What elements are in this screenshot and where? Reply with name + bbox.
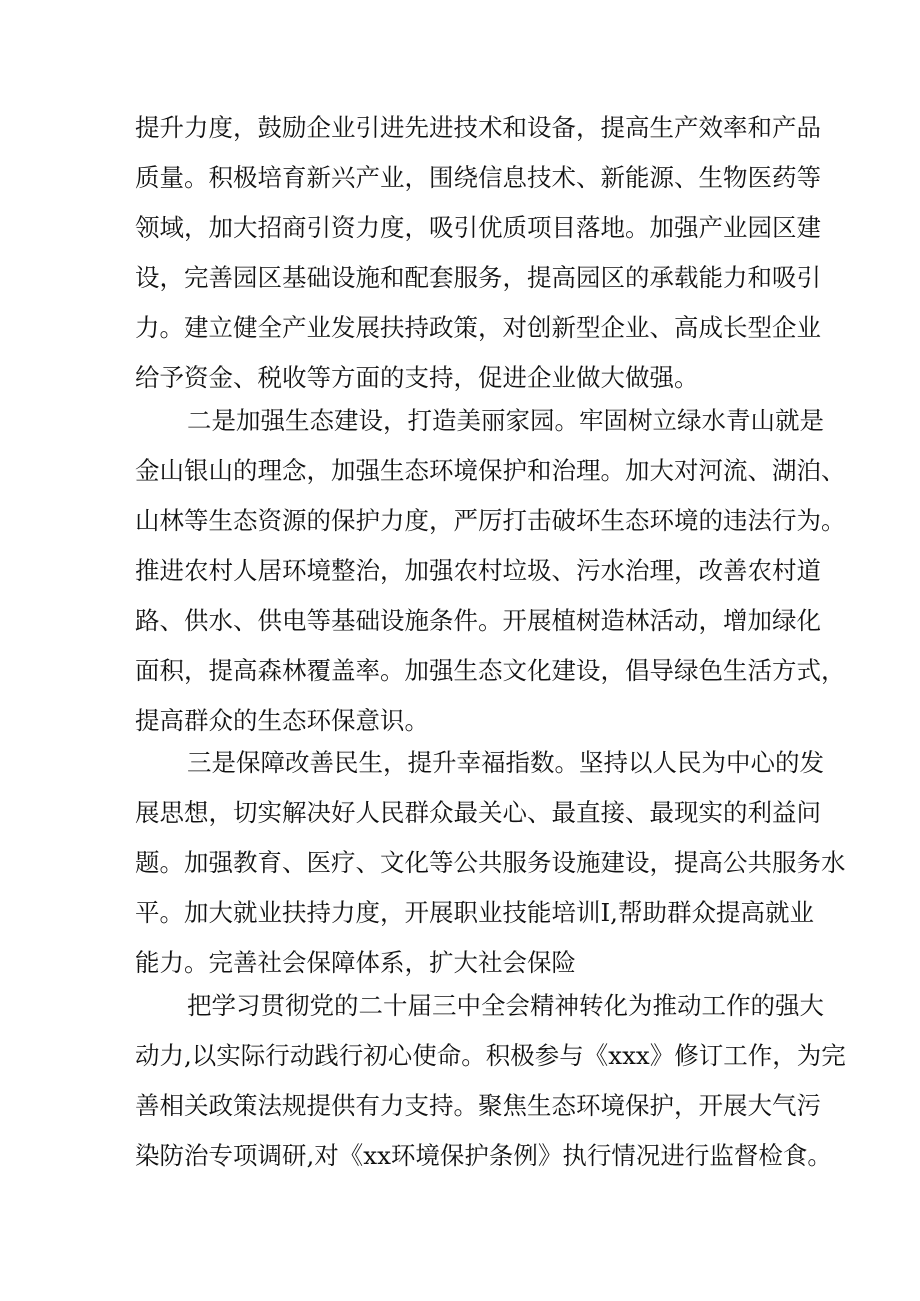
text-line: 面积，提高森林覆盖率。加强生态文化建设，倡导绿色生活方式，	[135, 656, 846, 685]
text-line: 提高群众的生态环保意识。	[135, 706, 429, 735]
text-line: 质量。积极培育新兴产业，围绕信息技术、新能源、生物医药等	[135, 163, 821, 192]
text-line: 路、供水、供电等基础设施条件。开展植树造林活动，增加绿化	[135, 606, 821, 635]
text-line: 给予资金、税收等方面的支持，促进企业做大做强。	[135, 363, 699, 392]
text-line: 山林等生态资源的保护力度，严厉打击破坏生态环境的违法行为。	[135, 506, 846, 535]
text-line: 善相关政策法规提供有力支持。聚焦生态环境保护，开展大气污	[135, 1091, 821, 1120]
text-line: 平。加大就业扶持力度，开展职业技能培训I,帮助群众提高就业	[135, 898, 814, 927]
text-line: 动力,以实际行动践行初心使命。积极参与《xxx》修订工作，为完	[135, 1041, 846, 1070]
text-line: 把学习贯彻党的二十届三中全会精神转化为推动工作的强大	[187, 991, 824, 1020]
text-line: 题。加强教育、医疗、文化等公共服务设施建设，提高公共服务水	[135, 848, 846, 877]
text-line: 展思想，切实解决好人民群众最关心、最直接、最现实的利益问	[135, 798, 821, 827]
text-line: 能力。完善社会保障体系，扩大社会保险	[135, 948, 576, 977]
text-line: 推进农村人居环境整治，加强农村垃圾、污水治理，改善农村道	[135, 556, 821, 585]
text-line: 领域，加大招商引资力度，吸引优质项目落地。加强产业园区建	[135, 213, 821, 242]
text-line: 设，完善园区基础设施和配套服务，提高园区的承载能力和吸引	[135, 263, 821, 292]
text-line: 金山银山的理念，加强生态环境保护和治理。加大对河流、湖泊、	[135, 456, 846, 485]
text-line: 力。建立健全产业发展扶持政策，对创新型企业、高成长型企业	[135, 313, 821, 342]
text-line: 二是加强生态建设，打造美丽家园。牢固树立绿水青山就是	[187, 406, 824, 435]
text-line: 染防治专项调研,对《xx环境保护条例》执行情况进行监督检食。	[135, 1141, 832, 1170]
text-line: 提升力度，鼓励企业引进先进技术和设备，提高生产效率和产品	[135, 113, 821, 142]
text-line: 三是保障改善民生，提升幸福指数。坚持以人民为中心的发	[187, 748, 824, 777]
